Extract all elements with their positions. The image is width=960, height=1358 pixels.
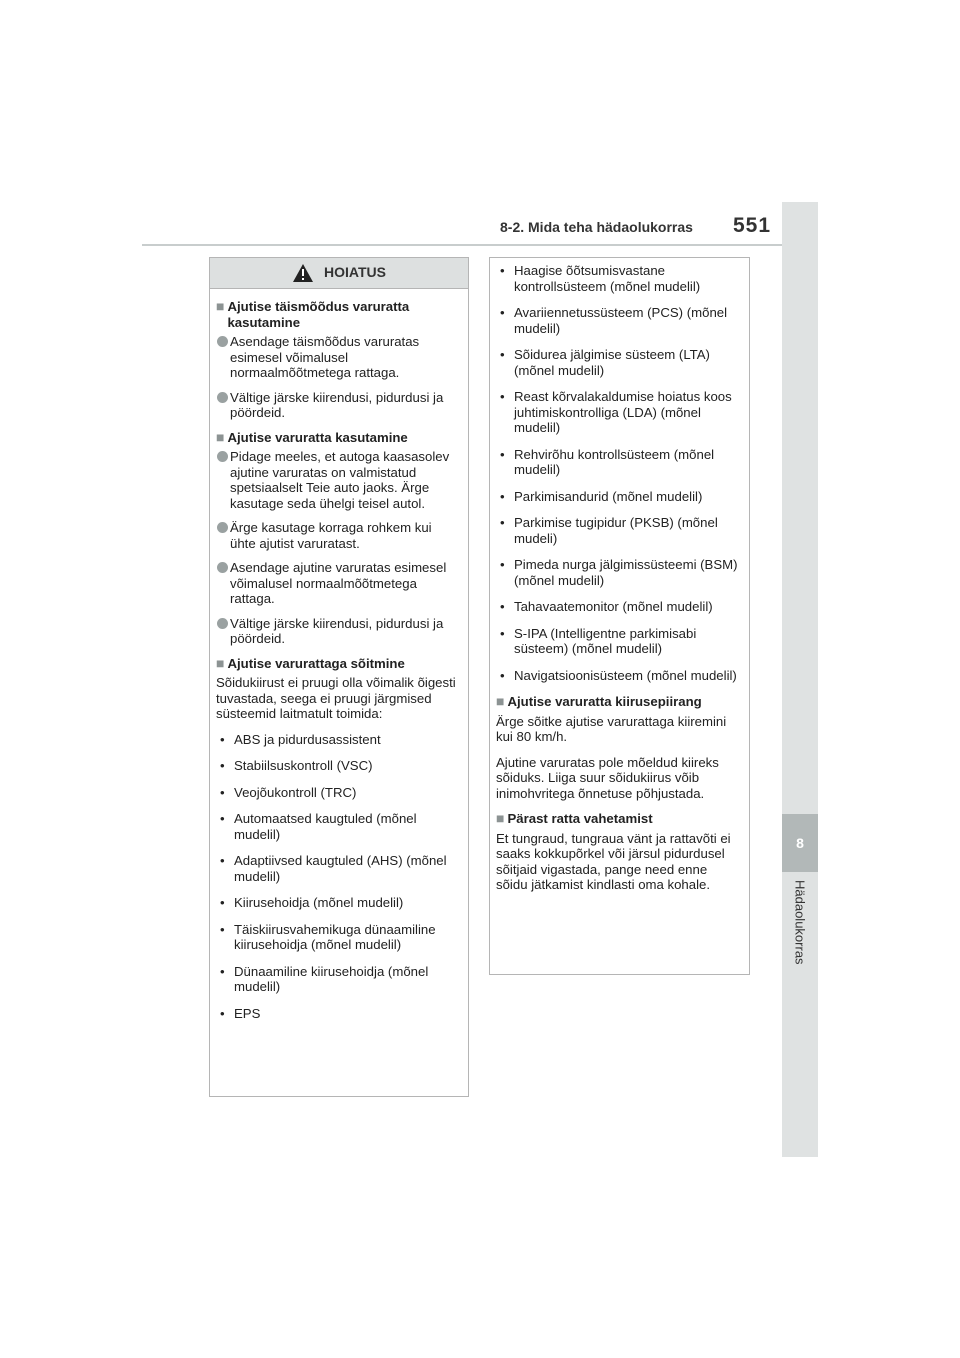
list-item: [500, 626, 741, 657]
list-item-text: Haagise õõtsumisvastane kontrollsüsteem (mõnel mudelil): [514, 263, 701, 294]
warning-item: [216, 560, 460, 607]
warning-header: [210, 258, 468, 289]
bullet-dot: •: [500, 557, 505, 572]
list-item-text: Avariiennetussüsteem (PCS) (mõnel mudelil): [514, 305, 728, 336]
bullet-dot: •: [220, 811, 225, 826]
square-bullet-icon: ■: [216, 654, 225, 671]
bullet-dot: •: [500, 305, 505, 320]
section-heading: [216, 656, 460, 672]
bullet-dot: •: [500, 515, 505, 530]
list-item: [500, 305, 741, 336]
list-item-text: Parkimise tugipidur (PKSB) (mõnel mudeli): [514, 515, 718, 546]
warning-item: [216, 616, 460, 647]
warning-item: [216, 449, 460, 511]
list-item: [500, 263, 741, 294]
section-heading-text: Ajutise varurattaga sõitmine: [227, 655, 405, 671]
circle-bullet-icon: [217, 618, 228, 629]
list-item-text: Täiskiirusvahemikuga dünaamiline kiirusehoidja (mõnel mudelil): [234, 921, 436, 952]
warning-content: [210, 289, 468, 1021]
chapter-number: 8: [782, 814, 818, 872]
section-heading-text: Ajutise täismõõdus varuratta kasutamine: [227, 299, 410, 330]
bullet-dot: •: [500, 488, 505, 504]
list-item: [220, 758, 460, 774]
list-item-text: Tahavaatemonitor (mõnel mudelil): [514, 599, 713, 614]
bullet-dot: •: [500, 347, 505, 362]
bullet-dot: •: [220, 921, 225, 937]
list-item: [220, 1006, 460, 1022]
square-bullet-icon: ■: [216, 428, 225, 445]
warning-triangle-icon: [292, 263, 314, 283]
list-item-text: Automaatsed kaugtuled (mõnel mudelil): [234, 811, 417, 842]
page-number: 551: [733, 214, 772, 237]
list-item-text: Stabiilsuskontroll (VSC): [234, 758, 373, 773]
chapter-side-tab: [782, 202, 818, 1157]
warning-item-text: Asendage täismõõdus varuratas esimesel võimalusel normaalmõõtmetega rattaga.: [230, 334, 420, 380]
continuation-box: [489, 257, 750, 975]
bullet-dot: •: [220, 963, 225, 979]
list-item: [220, 964, 460, 995]
circle-bullet-icon: [217, 451, 228, 462]
bullet-dot: •: [220, 758, 225, 773]
bullet-dot: •: [500, 263, 505, 278]
list-item-text: Reast kõrvalakaldumise hoiatus koos juhtimiskontrolliga (LDA) (mõnel mudelil): [514, 389, 732, 435]
section-title: 8-2. Mida teha hädaolukorras: [500, 219, 693, 235]
list-item-text: Dünaamiline kiirusehoidja (mõnel mudelil): [234, 963, 429, 994]
list-item: [500, 557, 741, 588]
section-heading: [496, 694, 741, 710]
circle-bullet-icon: [217, 522, 228, 533]
bullet-dot: •: [220, 784, 225, 800]
bullet-dot: •: [500, 446, 505, 462]
list-item: [500, 447, 741, 478]
square-bullet-icon: ■: [496, 693, 505, 709]
circle-bullet-icon: [217, 562, 228, 573]
square-bullet-icon: ■: [216, 298, 225, 314]
bullet-dot: •: [500, 625, 505, 641]
list-item-text: Rehvirõhu kontrollsüsteem (mõnel mudelil): [514, 446, 715, 477]
warning-box: [209, 257, 469, 1097]
warning-item-text: Vältige järske kiirendusi, pidurdusi ja pöördeid.: [230, 615, 444, 646]
list-item: [500, 389, 741, 436]
bullet-dot: •: [220, 1005, 225, 1021]
warning-item-text: Ärge kasutage korraga rohkem kui ühte ajutist varuratast.: [230, 520, 432, 551]
list-item: [220, 811, 460, 842]
list-item-text: S-IPA (Intelligentne parkimisabi süsteem) (mõnel mudelil): [514, 625, 697, 656]
section-heading: [216, 299, 460, 330]
list-item: [500, 515, 741, 546]
list-item: [500, 347, 741, 378]
warning-item-text: Pidage meeles, et autoga kaasasolev ajutine varuratas on valmistatud spetsiaalselt Teie auto jaoks. Ärge kasutage seda ühelgi teisel autol.: [230, 449, 450, 511]
list-item-text: Navigatsioonisüsteem (mõnel mudelil): [514, 667, 737, 683]
list-item-text: ABS ja pidurdusassistent: [234, 731, 381, 747]
list-item: [220, 922, 460, 953]
list-item-text: Adaptiivsed kaugtuled (AHS) (mõnel mudelil): [234, 853, 447, 884]
warning-item-text: Vältige järske kiirendusi, pidurdusi ja pöördeid.: [230, 389, 444, 420]
list-item: [500, 489, 741, 505]
list-item-text: Kiirusehoidja (mõnel mudelil): [234, 895, 404, 910]
section-heading-text: Pärast ratta vahetamist: [507, 811, 653, 826]
list-item-text: EPS: [234, 1005, 261, 1021]
section-heading: [216, 430, 460, 446]
list-item-text: Parkimisandurid (mõnel mudelil): [514, 488, 703, 504]
bullet-dot: •: [220, 731, 225, 747]
bullet-dot: •: [500, 389, 505, 404]
warning-item: [216, 390, 460, 421]
bullet-dot: •: [220, 895, 225, 910]
paragraph: Ajutine varuratas pole mõeldud kiireks sõiduks. Liiga suur sõidukiirus võib inimohvritega õnnetuse põhjustada.: [496, 754, 719, 801]
list-item: [220, 853, 460, 884]
list-item: [220, 785, 460, 801]
list-item: [500, 599, 741, 615]
warning-item-text: Asendage ajutine varuratas esimesel võimalusel normaalmõõtmetega rattaga.: [230, 560, 447, 606]
list-item: [220, 895, 460, 911]
paragraph: Sõidukiirust ei pruugi olla võimalik õigesti tuvastada, seega ei pruugi järgmised süsteemid laitmatult toimida:: [216, 675, 456, 721]
paragraph: Ärge sõitke ajutise varurattaga kiiremini kui 80 km/h.: [496, 713, 727, 744]
warning-title: HOIATUS: [324, 264, 386, 281]
square-bullet-icon: ■: [496, 810, 505, 826]
section-heading-text: Ajutise varuratta kiirusepiirang: [507, 694, 702, 709]
warning-item: [216, 520, 460, 551]
list-item-text: Veojõukontroll (TRC): [234, 784, 357, 800]
chapter-label: Hädaolukorras: [792, 880, 808, 965]
bullet-dot: •: [500, 667, 505, 683]
section-heading: [496, 811, 741, 827]
section-heading-text: Ajutise varuratta kasutamine: [227, 429, 408, 445]
header-divider: [142, 244, 782, 246]
bullet-dot: •: [500, 599, 505, 614]
list-item-text: Pimeda nurga jälgimissüsteemi (BSM) (mõnel mudelil): [514, 557, 738, 588]
list-item-text: Sõidurea jälgimise süsteem (LTA) (mõnel mudelil): [514, 347, 710, 378]
list-item: [500, 668, 741, 684]
warning-item: [216, 334, 460, 381]
circle-bullet-icon: [217, 336, 228, 347]
circle-bullet-icon: [217, 392, 228, 403]
list-item: [220, 732, 460, 748]
continuation-content: [490, 258, 749, 893]
paragraph: Et tungraud, tungraua vänt ja rattavõti ei saaks kokkupõrkel või järsul pidurdusel sõitjaid vigastada, pange need enne sõidu jätkamist kindlasti oma kohale.: [496, 830, 731, 892]
bullet-dot: •: [220, 853, 225, 868]
